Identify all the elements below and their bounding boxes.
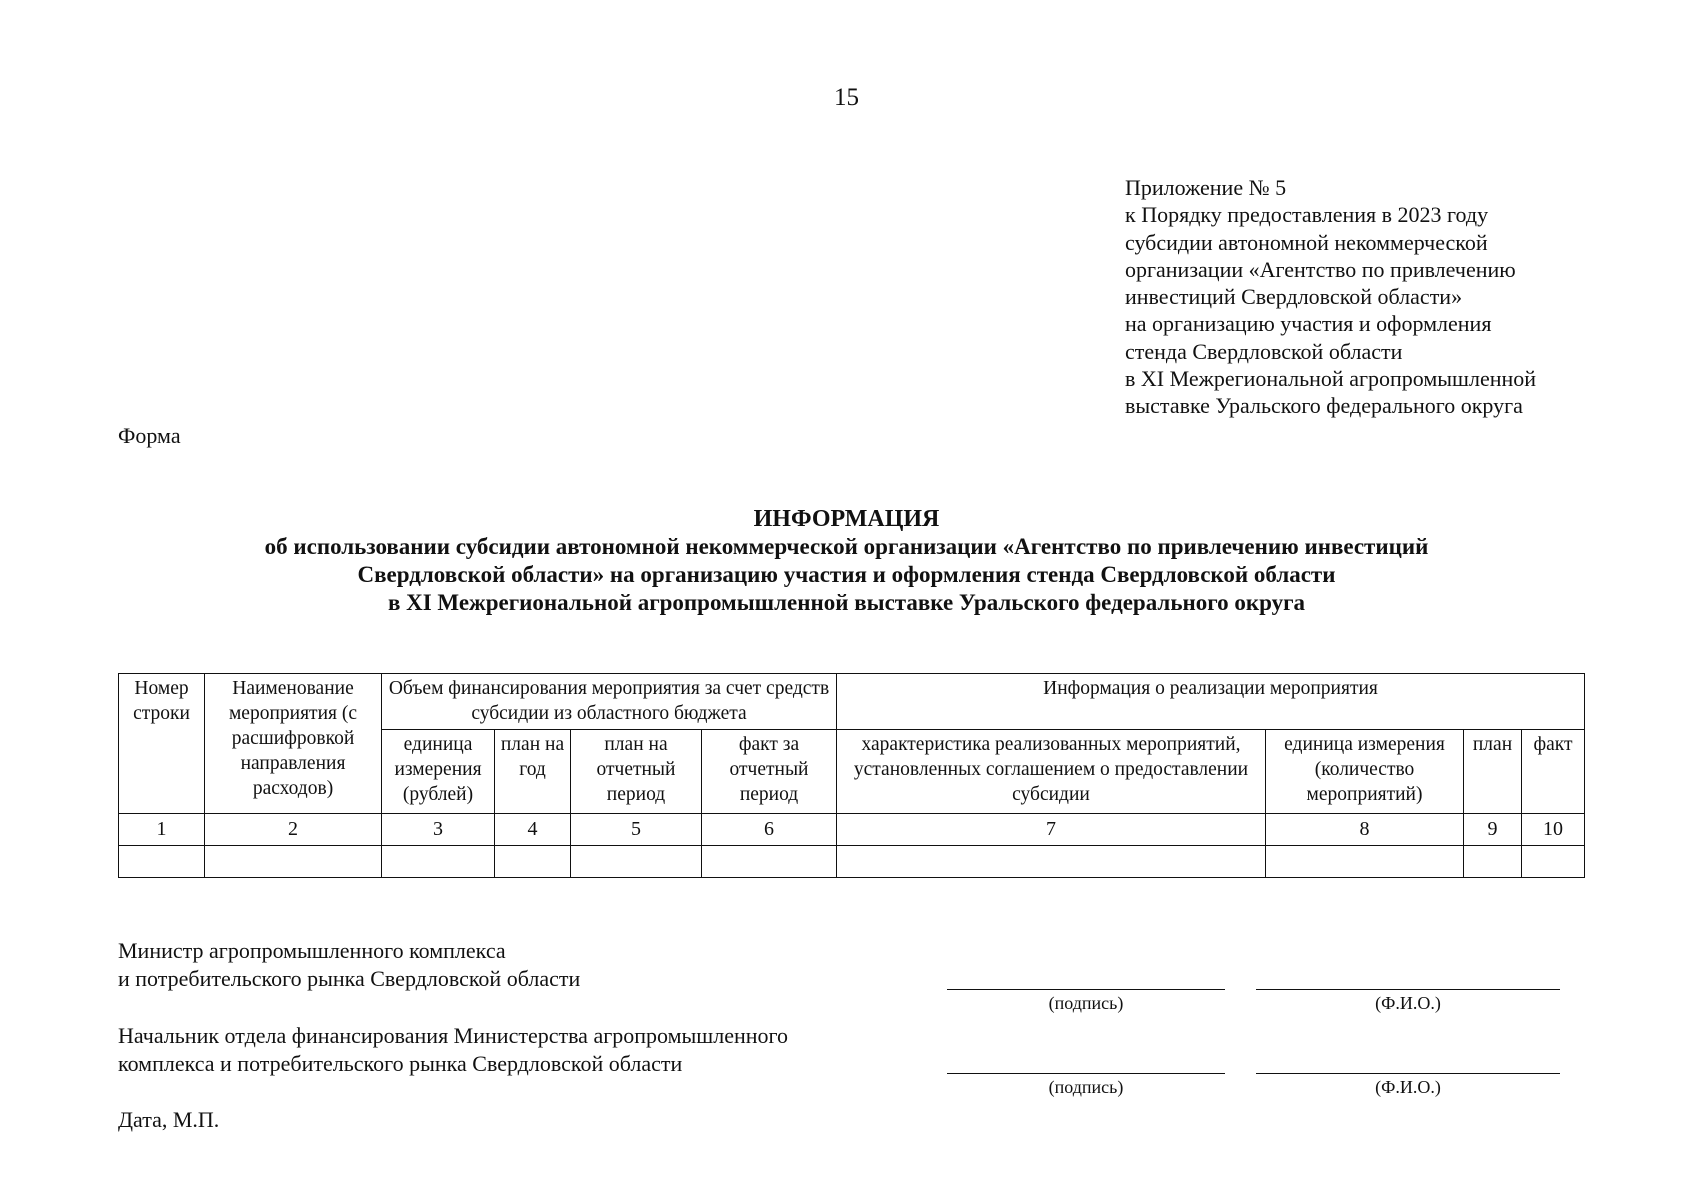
column-number: 1	[119, 814, 205, 846]
empty-cell[interactable]	[702, 846, 837, 878]
column-number: 5	[571, 814, 702, 846]
header-plan-year: план на год	[495, 730, 571, 814]
department-head-signature-line[interactable]	[947, 1073, 1225, 1074]
column-number: 4	[495, 814, 571, 846]
title-heading: ИНФОРМАЦИЯ	[753, 506, 940, 532]
empty-cell[interactable]	[495, 846, 571, 878]
header-fact: факт	[1522, 730, 1585, 814]
form-label: Форма	[118, 423, 181, 448]
empty-cell[interactable]	[382, 846, 495, 878]
department-head-signature-caption: (подпись)	[1048, 1077, 1124, 1097]
appendix-block	[1125, 174, 1536, 420]
empty-cell[interactable]	[205, 846, 382, 878]
column-number: 9	[1464, 814, 1522, 846]
title-line-3: в XI Межрегиональной агропромышленной выставке Уральского федерального округа	[387, 590, 1306, 615]
minister-title	[118, 937, 580, 993]
date-stamp-label: Дата, М.П.	[118, 1107, 220, 1132]
header-plan-period: план на отчетный период	[571, 730, 702, 814]
title-line-2: Свердловской области» на организацию участия и оформления стенда Свердловской области	[357, 562, 1336, 587]
column-number: 10	[1522, 814, 1585, 846]
column-number: 2	[205, 814, 382, 846]
department-head-title-line-2: комплекса и потребительского рынка Свердловской области	[118, 1051, 683, 1076]
department-head-title	[118, 1022, 788, 1078]
appendix-line: на организацию участия и оформления	[1125, 311, 1492, 337]
department-head-name-line[interactable]	[1256, 1073, 1560, 1074]
header-financing-group: Объем финансирования мероприятия за счет средств субсидии из областного бюджета	[382, 674, 837, 730]
column-number: 7	[837, 814, 1266, 846]
column-number: 6	[702, 814, 837, 846]
minister-name-line[interactable]	[1256, 989, 1560, 990]
report-table	[118, 673, 1585, 878]
header-implementation-group: Информация о реализации мероприятия	[837, 674, 1585, 730]
appendix-line: в XI Межрегиональной агропромышленной	[1125, 366, 1537, 392]
empty-cell[interactable]	[1464, 846, 1522, 878]
empty-cell[interactable]	[1522, 846, 1585, 878]
department-head-title-line-1: Начальник отдела финансирования Министерства агропромышленного	[118, 1023, 789, 1048]
empty-cell[interactable]	[837, 846, 1266, 878]
empty-cell[interactable]	[1266, 846, 1464, 878]
page-number: 15	[834, 84, 859, 111]
header-unit-count: единица измерения (количество мероприятий)	[1266, 730, 1464, 814]
appendix-line: Приложение № 5	[1125, 175, 1287, 200]
title-line-1: об использовании субсидии автономной некоммерческой организации «Агентство по привлечению инвестиций	[264, 534, 1429, 559]
column-number: 3	[382, 814, 495, 846]
minister-title-line-1: Министр агропромышленного комплекса	[118, 938, 506, 963]
minister-name-caption: (Ф.И.О.)	[1375, 993, 1441, 1013]
minister-signature-line[interactable]	[947, 989, 1225, 990]
appendix-line: субсидии автономной некоммерческой	[1125, 229, 1488, 255]
empty-cell[interactable]	[571, 846, 702, 878]
header-row-number: Номер строки	[119, 674, 205, 814]
empty-cell[interactable]	[119, 846, 205, 878]
department-head-name-caption: (Ф.И.О.)	[1375, 1077, 1441, 1097]
header-unit-rubles: единица измерения (рублей)	[382, 730, 495, 814]
appendix-line: выставке Уральского федерального округа	[1125, 393, 1523, 419]
header-characteristics: характеристика реализованных мероприятий, установленных соглашением о предоставлении субсидии	[837, 730, 1266, 814]
minister-signature-caption: (подпись)	[1048, 993, 1124, 1013]
appendix-line: к Порядку предоставления в 2023 году	[1125, 202, 1489, 228]
header-plan: план	[1464, 730, 1522, 814]
column-number: 8	[1266, 814, 1464, 846]
appendix-line: организации «Агентство по привлечению	[1125, 256, 1516, 282]
appendix-line: стенда Свердловской области	[1125, 338, 1403, 364]
minister-title-line-2: и потребительского рынка Свердловской области	[118, 966, 581, 991]
appendix-line: инвестиций Свердловской области»	[1125, 284, 1463, 310]
header-event-name: Наименование мероприятия (с расшифровкой направления расходов)	[205, 674, 382, 814]
document-title	[0, 505, 1693, 617]
header-fact-period: факт за отчетный период	[702, 730, 837, 814]
